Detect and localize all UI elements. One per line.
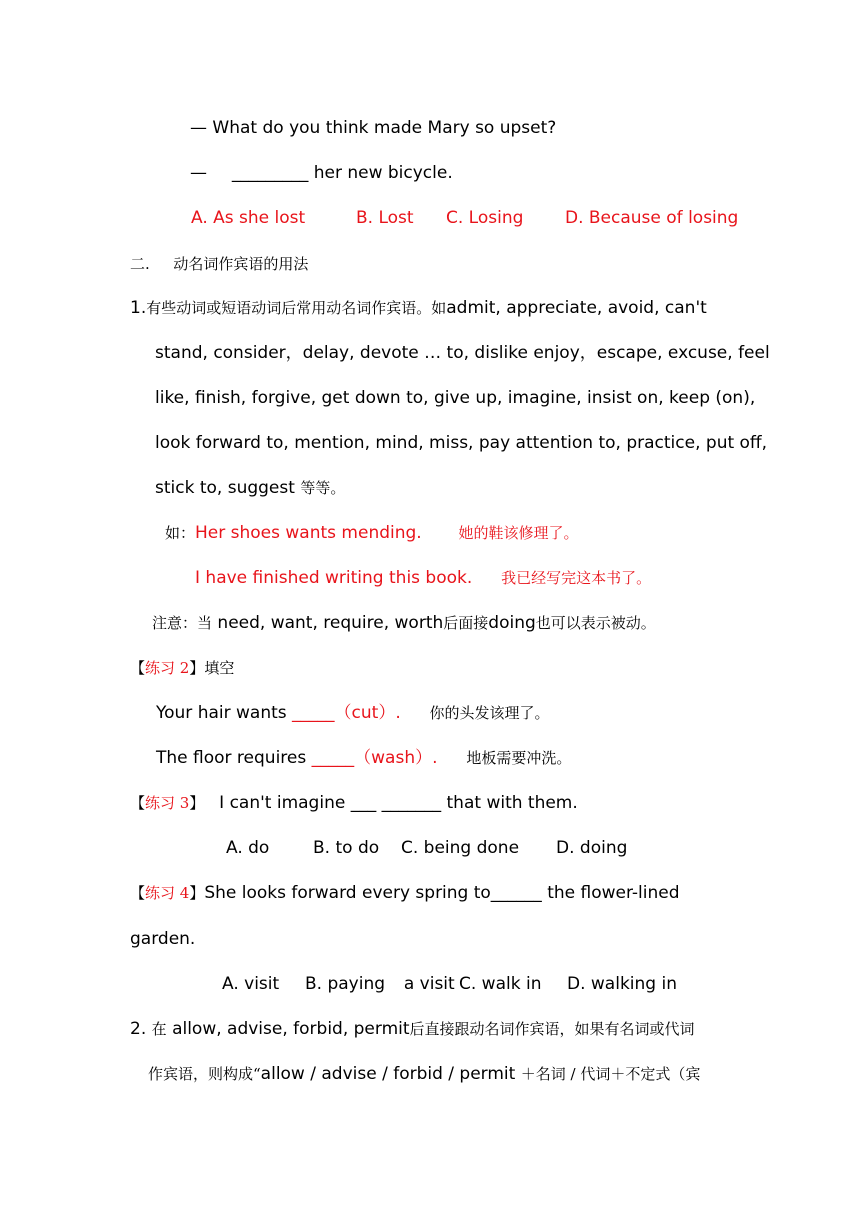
q1-option-d: D. Because of losing: [565, 208, 739, 228]
point1-line5: [155, 476, 345, 500]
exercise-4-question-cont: garden.: [130, 929, 196, 949]
q1-answer: [190, 161, 453, 185]
point2-pattern: allow / advise / forbid / permit: [260, 1064, 516, 1084]
bracket-close: 】: [189, 794, 205, 812]
note-verbs: need, want, require, worth: [217, 613, 444, 633]
exercise-2-title: 填空: [204, 659, 235, 677]
point1-line1: [130, 296, 707, 320]
example-2-cn: 我已经写完这本书了。: [501, 569, 652, 587]
exercise-4-option-d: D. walking in: [567, 974, 677, 994]
item-2-translation: 地板需要冲洗。: [466, 749, 572, 767]
exercise-3-label: 练习 3: [145, 794, 190, 812]
exercise-4-option-c: C. walk in: [459, 974, 542, 994]
exercise-4-option-b: [305, 972, 455, 996]
option-b-part1: B. paying: [305, 974, 386, 994]
exercise-4-option-a: A. visit: [222, 974, 280, 994]
point2-verbs: allow, advise, forbid, permit: [172, 1019, 410, 1039]
item-2-blank: _____（wash）.: [311, 748, 438, 768]
q1-option-b: B. Lost: [356, 208, 414, 228]
exercise-2-item-1: [156, 701, 550, 725]
exercise-3-option-b: B. to do: [313, 838, 380, 858]
section-number: 二.: [130, 255, 150, 273]
point2-cn-a: 在: [151, 1020, 167, 1038]
q1-option-c: C. Losing: [446, 208, 524, 228]
point2-line2: [148, 1062, 700, 1086]
bracket-close: 】: [189, 884, 205, 902]
exercise-3-option-c: C. being done: [401, 838, 520, 858]
point1-line3: like, finish, forgive, get down to, give up, imagine, insist on, keep (on),: [155, 388, 756, 408]
point1-line2: stand, consider，delay, devote … to, dislike enjoy，escape, excuse, feel: [155, 343, 770, 363]
exercise-4-question: [130, 881, 680, 905]
exercise-4-text: She looks forward every spring to______ the flower-lined: [204, 883, 680, 903]
answer-blank: _________: [231, 163, 309, 183]
q1-prompt: — What do you think made Mary so upset?: [190, 118, 557, 138]
option-b-part2: a visit: [403, 974, 455, 994]
example-2-en: I have finished writing this book.: [195, 568, 473, 588]
exercise-4-label: 练习 4: [145, 884, 190, 902]
point1-intro: 有些动词或短语动词后常用动名词作宾语。如: [146, 299, 447, 317]
q1-option-a: A. As she lost: [191, 208, 306, 228]
point2-number: 2.: [130, 1019, 147, 1039]
point1-line4: look forward to, mention, mind, miss, pay attention to, practice, put off,: [155, 433, 768, 453]
note: [152, 611, 656, 635]
point2-cn-b: 后直接跟动名词作宾语，如果有名词或代词: [409, 1020, 695, 1038]
item-1-text: Your hair wants: [156, 703, 287, 723]
exercise-2-heading: [130, 656, 234, 680]
answer-dash: —: [190, 163, 207, 183]
note-doing: doing: [488, 613, 536, 633]
point2-cn-d: ＋名词 / 代词＋不定式（宾: [520, 1065, 701, 1083]
item-1-blank: _____（cut）.: [292, 703, 401, 723]
example-1-cn: 她的鞋该修理了。: [458, 524, 579, 542]
note-label: 注意：当: [152, 614, 213, 632]
exercise-3-question: [130, 791, 578, 815]
point2-cn-c: 作宾语，则构成“: [148, 1065, 261, 1083]
example-2: [195, 566, 651, 590]
point2-line1: [130, 1017, 695, 1041]
bracket-open: 【: [130, 659, 146, 677]
example-1: [165, 521, 579, 545]
exercise-3-option-d: D. doing: [556, 838, 628, 858]
answer-text: her new bicycle.: [313, 163, 453, 183]
item-2-text: The floor requires: [156, 748, 307, 768]
point1-verbs-a: admit, appreciate, avoid, can't: [446, 298, 707, 318]
point1-number: 1.: [130, 298, 147, 318]
example-prefix: 如：: [165, 524, 196, 542]
example-1-en: Her shoes wants mending.: [195, 523, 422, 543]
section-heading: [130, 252, 308, 276]
bracket-open: 【: [130, 794, 146, 812]
exercise-3-text: I can't imagine ___ _______ that with them.: [219, 793, 578, 813]
bracket-close: 】: [189, 659, 205, 677]
exercise-2-item-2: [156, 746, 571, 770]
bracket-open: 【: [130, 884, 146, 902]
point1-verbs-end: stick to, suggest: [155, 478, 295, 498]
exercise-2-label: 练习 2: [145, 659, 190, 677]
note-end: 也可以表示被动。: [535, 614, 656, 632]
section-title: 动名词作宾语的用法: [173, 255, 309, 273]
point1-etc: 等等。: [300, 479, 346, 497]
exercise-3-option-a: A. do: [226, 838, 270, 858]
item-1-translation: 你的头发该理了。: [429, 704, 550, 722]
note-mid: 后面接: [443, 614, 489, 632]
